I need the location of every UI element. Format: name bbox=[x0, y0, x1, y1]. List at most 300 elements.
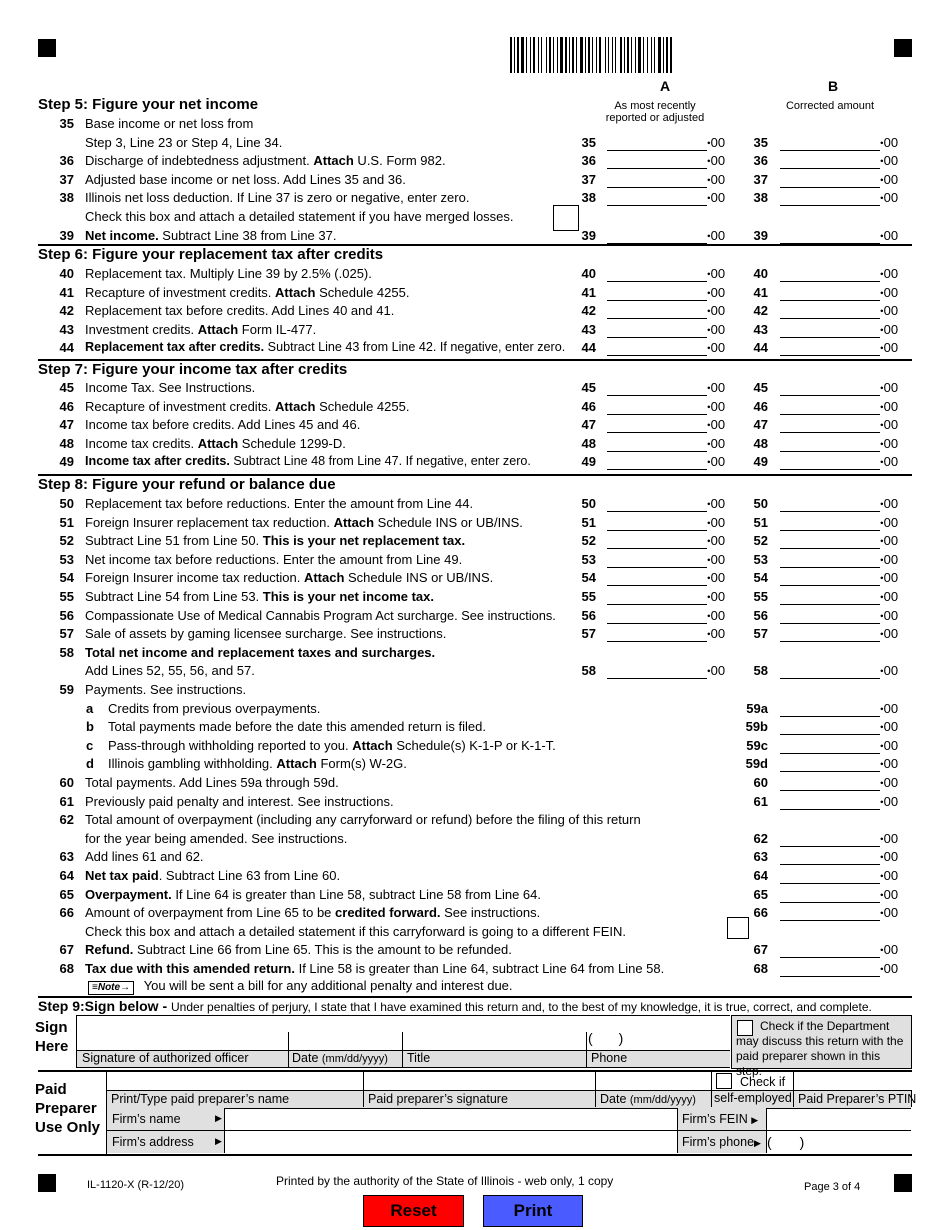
line-text: Credits from previous overpayments. bbox=[108, 700, 321, 716]
line-text bbox=[85, 399, 409, 414]
line-number-a: 56 bbox=[581, 607, 596, 623]
step9-declaration: Under penalties of perjury, I state that I have examined this return and, to the best of my knowledge, it is true, correct, and complete. bbox=[171, 1000, 872, 1014]
firm-fein-label: Firm’s FEIN ▶ bbox=[682, 1112, 759, 1126]
cents-value: 00 bbox=[883, 737, 899, 753]
cents-b: ●00 bbox=[880, 435, 899, 451]
line-number-b: 54 bbox=[753, 570, 768, 586]
amount-b-input[interactable] bbox=[780, 515, 880, 531]
line-sub-letter: c bbox=[86, 737, 94, 753]
line-text: Base income or net loss from bbox=[85, 116, 254, 131]
line-number: 50 bbox=[59, 496, 74, 511]
cents-value: 00 bbox=[883, 570, 899, 586]
cents-value: 00 bbox=[883, 589, 899, 604]
cents-b: ●00 bbox=[880, 775, 899, 790]
preparer-date-label: Date (mm/dd/yyyy) bbox=[600, 1092, 696, 1106]
signature-label: Signature of authorized officer bbox=[82, 1051, 249, 1065]
line-number-a: 38 bbox=[581, 190, 596, 206]
line-number: 35 bbox=[59, 116, 74, 131]
line-text-part: Schedule(s) K-1-P or K-1-T. bbox=[392, 737, 556, 753]
cents-a: ●00 bbox=[707, 514, 726, 530]
amount-b-input[interactable] bbox=[780, 868, 880, 884]
self-employed-checkbox[interactable] bbox=[716, 1073, 732, 1089]
cents-b: ●00 bbox=[880, 756, 899, 772]
cents-value: 00 bbox=[883, 190, 899, 206]
amount-a-input[interactable] bbox=[607, 417, 707, 433]
cents-value: 00 bbox=[883, 886, 899, 902]
registration-mark-bottom-right bbox=[894, 1174, 912, 1192]
cents-b: ●00 bbox=[880, 607, 899, 623]
line-text-part: This is your net replacement tax. bbox=[262, 533, 466, 549]
cents-value: 00 bbox=[710, 417, 726, 433]
firm-phone-paren-open: ( bbox=[767, 1134, 772, 1150]
firm-address-label: Firm’s address bbox=[112, 1135, 194, 1149]
line-number: 48 bbox=[59, 435, 74, 451]
amount-b-input[interactable] bbox=[780, 454, 880, 470]
line-number-a: 42 bbox=[581, 303, 596, 319]
cents-b: ●00 bbox=[880, 454, 899, 470]
line-text bbox=[85, 961, 664, 976]
form-line bbox=[0, 719, 950, 737]
cents-value: 00 bbox=[710, 321, 726, 337]
line-number-a: 53 bbox=[581, 551, 596, 567]
cents-a: ●00 bbox=[707, 153, 726, 169]
sign-sep-date bbox=[288, 1032, 289, 1067]
amount-a-input[interactable] bbox=[607, 153, 707, 169]
line-text-part: Income tax after credits. bbox=[85, 454, 230, 469]
cents-b: ●00 bbox=[880, 868, 899, 883]
line-text-part: Schedule 4255. bbox=[315, 398, 410, 414]
line-text bbox=[108, 738, 556, 753]
column-b-subtitle: Corrected amount bbox=[785, 100, 875, 112]
amount-a-input[interactable] bbox=[607, 496, 707, 512]
line-number: 49 bbox=[59, 454, 74, 470]
cents-value: 00 bbox=[710, 266, 726, 281]
amount-b-input[interactable] bbox=[780, 738, 880, 754]
line-number-a: 43 bbox=[581, 321, 596, 337]
line-text-part: Discharge of indebtedness adjustment. bbox=[85, 153, 314, 169]
amount-b-input[interactable] bbox=[780, 756, 880, 772]
amount-a-input[interactable] bbox=[607, 608, 707, 624]
line-number-b: 58 bbox=[753, 663, 768, 679]
cents-value: 00 bbox=[883, 496, 899, 511]
authority-text: Printed by the authority of the State of Illinois - web only, 1 copy bbox=[276, 1174, 614, 1188]
line-number-a: 57 bbox=[581, 626, 596, 642]
sign-date-field[interactable] bbox=[290, 1016, 400, 1049]
line-number-a: 45 bbox=[581, 380, 596, 395]
line-text bbox=[85, 228, 336, 243]
line-number: 56 bbox=[59, 607, 74, 623]
line-text: Total payments. Add Lines 59a through 59d. bbox=[85, 775, 339, 790]
firm-fein-field[interactable] bbox=[767, 1108, 910, 1130]
reset-button[interactable]: Reset bbox=[363, 1195, 464, 1227]
title-field[interactable] bbox=[404, 1016, 584, 1049]
line-text: Illinois net loss deduction. If Line 37 is zero or negative, enter zero. bbox=[85, 190, 470, 206]
amount-b-input[interactable] bbox=[780, 626, 880, 642]
line-number: 44 bbox=[59, 340, 74, 356]
form-line bbox=[0, 570, 950, 588]
cents-a: ●00 bbox=[707, 340, 726, 356]
cents-a: ●00 bbox=[707, 380, 726, 395]
phone-paren-close: ) bbox=[618, 1030, 624, 1046]
cents-value: 00 bbox=[710, 171, 726, 187]
cents-b: ●00 bbox=[880, 886, 899, 902]
line-text-part: Tax due with this amended return. bbox=[85, 961, 295, 976]
form-line bbox=[0, 454, 950, 472]
line-text-part: Attach bbox=[275, 398, 316, 414]
amount-a-input[interactable] bbox=[607, 266, 707, 282]
form-line bbox=[0, 266, 950, 284]
amount-a-input[interactable] bbox=[607, 533, 707, 549]
sign-here-label: Sign Here bbox=[35, 1019, 69, 1055]
form-line bbox=[0, 589, 950, 607]
cents-value: 00 bbox=[883, 719, 899, 735]
amount-b-input[interactable] bbox=[780, 533, 880, 549]
line-number-b: 68 bbox=[753, 961, 768, 976]
form-id: IL-1120-X (R-12/20) bbox=[87, 1179, 185, 1191]
amount-b-input[interactable] bbox=[780, 496, 880, 512]
form-line bbox=[0, 738, 950, 756]
cents-value: 00 bbox=[883, 551, 899, 567]
line-number: 53 bbox=[59, 551, 74, 567]
line-number-b: 61 bbox=[753, 793, 768, 809]
cents-a: ●00 bbox=[707, 284, 726, 300]
line-number: 38 bbox=[59, 190, 74, 206]
cents-b: ●00 bbox=[880, 719, 899, 735]
amount-a-input[interactable] bbox=[607, 589, 707, 605]
print-button[interactable]: Print bbox=[483, 1195, 583, 1227]
line-text-part: Attach bbox=[303, 570, 345, 586]
cents-b: ●00 bbox=[880, 380, 899, 395]
amount-a-input[interactable] bbox=[607, 552, 707, 568]
amount-b-input[interactable] bbox=[780, 380, 880, 396]
line-text-part: Schedule INS or UB/INS. bbox=[374, 514, 523, 530]
line-sub-letter: d bbox=[86, 756, 94, 772]
amount-b-input[interactable] bbox=[780, 608, 880, 624]
line-number-b: 52 bbox=[753, 533, 768, 549]
amount-b-input[interactable] bbox=[780, 831, 880, 847]
firm-name-field[interactable] bbox=[226, 1108, 676, 1130]
line-text-part: Overpayment. bbox=[85, 886, 172, 902]
form-line bbox=[0, 756, 950, 774]
firm-phone-field[interactable] bbox=[767, 1131, 910, 1153]
cents-value: 00 bbox=[883, 153, 899, 169]
line-text: Add lines 61 and 62. bbox=[85, 849, 204, 865]
cents-value: 00 bbox=[710, 607, 726, 623]
amount-a-input[interactable] bbox=[607, 190, 707, 206]
phone-label: Phone bbox=[591, 1051, 628, 1065]
amount-b-input[interactable] bbox=[780, 266, 880, 282]
form-line bbox=[0, 663, 950, 681]
line-number-b: 62 bbox=[753, 830, 768, 846]
amount-b-input[interactable] bbox=[780, 303, 880, 319]
form-line bbox=[0, 153, 950, 171]
amount-b-input[interactable] bbox=[780, 887, 880, 903]
line-number-b: 46 bbox=[753, 398, 768, 414]
form-line bbox=[0, 417, 950, 435]
line-number: 54 bbox=[59, 570, 74, 586]
line-text bbox=[85, 454, 531, 468]
cents-value: 00 bbox=[883, 514, 899, 530]
cents-value: 00 bbox=[710, 134, 726, 150]
amount-b-input[interactable] bbox=[780, 663, 880, 679]
signature-field[interactable] bbox=[78, 1016, 286, 1049]
prep-sep-self bbox=[711, 1070, 712, 1107]
amount-a-input[interactable] bbox=[607, 399, 707, 415]
sign-sep-title bbox=[402, 1032, 403, 1067]
different-fein-checkbox[interactable] bbox=[727, 917, 749, 939]
amount-b-input[interactable] bbox=[780, 340, 880, 356]
cents-b: ●00 bbox=[880, 626, 899, 642]
step5-title: Step 5: Figure your net income bbox=[38, 96, 259, 113]
line-text-part: Schedule INS or UB/INS. bbox=[344, 570, 494, 586]
line-text-part: Subtract Line 66 from Line 65. This is the amount to be refunded. bbox=[133, 942, 512, 958]
cents-value: 00 bbox=[883, 793, 899, 809]
amount-a-input[interactable] bbox=[607, 570, 707, 586]
cents-b: ●00 bbox=[880, 153, 899, 169]
cents-value: 00 bbox=[710, 663, 726, 679]
line-text: Compassionate Use of Medical Cannabis Program Act surcharge. See instructions. bbox=[85, 607, 556, 623]
line-text-part: Replacement tax after credits. bbox=[85, 340, 265, 355]
form-line bbox=[0, 436, 950, 454]
registration-mark-top-left bbox=[38, 39, 56, 57]
amount-b-input[interactable] bbox=[780, 849, 880, 865]
cents-value: 00 bbox=[710, 626, 726, 642]
firm-address-field[interactable] bbox=[226, 1131, 676, 1153]
amount-b-input[interactable] bbox=[780, 228, 880, 244]
line-number-b: 57 bbox=[753, 626, 768, 642]
amount-a-input[interactable] bbox=[607, 135, 707, 151]
cents-value: 00 bbox=[710, 589, 726, 604]
amount-b-input[interactable] bbox=[780, 172, 880, 188]
cents-b: ●00 bbox=[880, 134, 899, 150]
line-text-part: See instructions. bbox=[440, 905, 541, 921]
line-number-b: 38 bbox=[753, 190, 768, 206]
line-sub-letter: b bbox=[86, 719, 94, 735]
amount-a-input[interactable] bbox=[607, 436, 707, 452]
prep-sep-date bbox=[595, 1070, 596, 1107]
amount-a-input[interactable] bbox=[607, 515, 707, 531]
line-number: 42 bbox=[59, 303, 74, 319]
merged-losses-checkbox[interactable] bbox=[553, 205, 579, 231]
cents-value: 00 bbox=[883, 868, 899, 883]
amount-a-input[interactable] bbox=[607, 172, 707, 188]
step9-header bbox=[38, 998, 872, 1014]
line-number-b: 55 bbox=[753, 589, 768, 604]
cents-b: ●00 bbox=[880, 700, 899, 716]
line-text-part: Illinois gambling withholding. bbox=[108, 756, 277, 772]
line-text: Previously paid penalty and interest. See instructions. bbox=[85, 793, 394, 809]
phone-paren-open: ( bbox=[588, 1030, 593, 1046]
amount-b-input[interactable] bbox=[780, 570, 880, 586]
cents-value: 00 bbox=[710, 303, 726, 319]
line-number-b: 41 bbox=[753, 284, 768, 300]
amount-b-input[interactable] bbox=[780, 775, 880, 791]
line-number-a: 48 bbox=[581, 435, 596, 451]
line-number-b: 67 bbox=[753, 942, 768, 958]
line-text-part: Form(s) W-2G. bbox=[316, 756, 407, 772]
cents-value: 00 bbox=[883, 961, 899, 976]
amount-a-input[interactable] bbox=[607, 663, 707, 679]
sign-sep-phone bbox=[586, 1032, 587, 1067]
cents-value: 00 bbox=[710, 514, 726, 530]
line-number: 59 bbox=[59, 682, 74, 697]
amount-b-input[interactable] bbox=[780, 719, 880, 735]
firm-phone-paren-close: ) bbox=[799, 1134, 805, 1150]
cents-b: ●00 bbox=[880, 340, 899, 356]
cents-value: 00 bbox=[710, 551, 726, 567]
preparer-name-field[interactable] bbox=[108, 1071, 361, 1089]
cents-a: ●00 bbox=[707, 398, 726, 414]
preparer-date-field[interactable] bbox=[597, 1071, 709, 1089]
cents-a: ●00 bbox=[707, 321, 726, 337]
cents-a: ●00 bbox=[707, 303, 726, 319]
amount-b-input[interactable] bbox=[780, 589, 880, 605]
cents-b: ●00 bbox=[880, 570, 899, 586]
step9-title: Step 9:Sign below - bbox=[38, 998, 172, 1014]
cents-value: 00 bbox=[883, 663, 899, 679]
cents-b: ●00 bbox=[880, 266, 899, 281]
amount-a-input[interactable] bbox=[607, 340, 707, 356]
amount-a-input[interactable] bbox=[607, 285, 707, 301]
cents-value: 00 bbox=[883, 227, 899, 243]
line-text bbox=[85, 436, 346, 451]
line-text-part: Refund. bbox=[85, 942, 134, 958]
line-number-b: 66 bbox=[753, 905, 768, 921]
line-number: 47 bbox=[59, 417, 74, 433]
cents-a: ●00 bbox=[707, 134, 726, 150]
amount-b-input[interactable] bbox=[780, 794, 880, 810]
preparer-name-label: Print/Type paid preparer’s name bbox=[111, 1092, 290, 1106]
form-line bbox=[0, 190, 950, 208]
note-row bbox=[88, 978, 513, 995]
line-number-b: 53 bbox=[753, 551, 768, 567]
cents-a: ●00 bbox=[707, 551, 726, 567]
line-text bbox=[85, 285, 409, 300]
line-number: 36 bbox=[59, 153, 74, 169]
cents-value: 00 bbox=[710, 454, 726, 470]
registration-mark-bottom-left bbox=[38, 1174, 56, 1192]
line-number: 63 bbox=[59, 849, 74, 865]
cents-value: 00 bbox=[883, 380, 899, 395]
line-text-part: Attach bbox=[333, 514, 375, 530]
amount-b-input[interactable] bbox=[780, 905, 880, 921]
cents-b: ●00 bbox=[880, 961, 899, 976]
cents-value: 00 bbox=[710, 227, 726, 243]
amount-a-input[interactable] bbox=[607, 228, 707, 244]
line-number: 62 bbox=[59, 812, 74, 828]
preparer-signature-field[interactable] bbox=[365, 1071, 593, 1089]
line-number-a: 40 bbox=[581, 266, 596, 281]
amount-a-input[interactable] bbox=[607, 454, 707, 470]
amount-b-input[interactable] bbox=[780, 701, 880, 717]
amount-b-input[interactable] bbox=[780, 135, 880, 151]
line-number: 68 bbox=[59, 961, 74, 976]
column-a-subtitle: As most recently reported or adjusted bbox=[605, 100, 705, 124]
cents-a: ●00 bbox=[707, 589, 726, 604]
cents-value: 00 bbox=[883, 626, 899, 642]
line-number-b: 36 bbox=[753, 153, 768, 169]
line-number-b: 42 bbox=[753, 303, 768, 319]
amount-b-input[interactable] bbox=[780, 436, 880, 452]
cents-value: 00 bbox=[883, 171, 899, 187]
line-text bbox=[85, 868, 340, 883]
line-text-part: Total net income and replacement taxes and surcharges. bbox=[85, 644, 436, 660]
line-number: 43 bbox=[59, 321, 74, 337]
amount-b-input[interactable] bbox=[780, 285, 880, 301]
form-line bbox=[0, 905, 950, 923]
line-text-part: Attach bbox=[275, 284, 316, 300]
line-number: 45 bbox=[59, 380, 74, 395]
line-text bbox=[85, 533, 465, 548]
line-number-b: 45 bbox=[753, 380, 768, 395]
line-text-part: Foreign Insurer replacement tax reduction. bbox=[85, 514, 334, 530]
line-number-b: 44 bbox=[753, 340, 768, 356]
amount-b-input[interactable] bbox=[780, 942, 880, 958]
cents-value: 00 bbox=[883, 321, 899, 337]
form-line bbox=[0, 961, 950, 979]
line-number: 46 bbox=[59, 398, 74, 414]
line-text-part: Subtract Line 48 from Line 47. If negative, enter zero. bbox=[229, 454, 531, 469]
line-text: Income tax before credits. Add Lines 45 and 46. bbox=[85, 417, 361, 433]
line-number-b: 40 bbox=[753, 266, 768, 281]
amount-b-input[interactable] bbox=[780, 961, 880, 977]
amount-b-input[interactable] bbox=[780, 552, 880, 568]
cents-value: 00 bbox=[883, 533, 899, 549]
form-line bbox=[0, 209, 950, 227]
amount-a-input[interactable] bbox=[607, 380, 707, 396]
amount-b-input[interactable] bbox=[780, 399, 880, 415]
line-number-a: 44 bbox=[581, 340, 596, 356]
form-line bbox=[0, 303, 950, 321]
amount-a-input[interactable] bbox=[607, 322, 707, 338]
cents-b: ●00 bbox=[880, 171, 899, 187]
amount-a-input[interactable] bbox=[607, 626, 707, 642]
amount-b-input[interactable] bbox=[780, 417, 880, 433]
cents-value: 00 bbox=[883, 398, 899, 414]
line-number-b: 64 bbox=[753, 868, 768, 883]
cents-value: 00 bbox=[883, 340, 899, 356]
cents-value: 00 bbox=[883, 454, 899, 470]
amount-b-input[interactable] bbox=[780, 190, 880, 206]
cents-value: 00 bbox=[883, 830, 899, 846]
cents-value: 00 bbox=[883, 905, 899, 921]
line-text-part: Form IL-477. bbox=[238, 321, 317, 337]
line-number-b: 59d bbox=[745, 756, 768, 772]
prep-bottom-line bbox=[38, 1154, 912, 1156]
line-text: Check this box and attach a detailed statement if you have merged losses. bbox=[85, 209, 514, 224]
line-text: Step 3, Line 23 or Step 4, Line 34. bbox=[85, 134, 283, 150]
line-number-b: 48 bbox=[753, 435, 768, 451]
column-b-letter: B bbox=[827, 78, 839, 94]
column-a-letter: A bbox=[659, 78, 671, 94]
line-number-a: 49 bbox=[581, 454, 596, 470]
phone-field[interactable] bbox=[588, 1030, 728, 1049]
preparer-ptin-field[interactable] bbox=[795, 1071, 909, 1089]
line-number-a: 51 bbox=[581, 514, 596, 530]
line-text-part: Attach bbox=[276, 756, 317, 772]
amount-b-input[interactable] bbox=[780, 153, 880, 169]
barcode bbox=[510, 37, 705, 73]
line-number-a: 39 bbox=[581, 227, 596, 243]
line-text-part: If Line 64 is greater than Line 58, subtract Line 58 from Line 64. bbox=[171, 886, 541, 902]
cents-b: ●00 bbox=[880, 849, 899, 865]
cents-a: ●00 bbox=[707, 417, 726, 433]
cents-a: ●00 bbox=[707, 266, 726, 281]
amount-b-input[interactable] bbox=[780, 322, 880, 338]
form-line bbox=[0, 340, 950, 358]
line-number: 37 bbox=[59, 171, 74, 187]
amount-a-input[interactable] bbox=[607, 303, 707, 319]
